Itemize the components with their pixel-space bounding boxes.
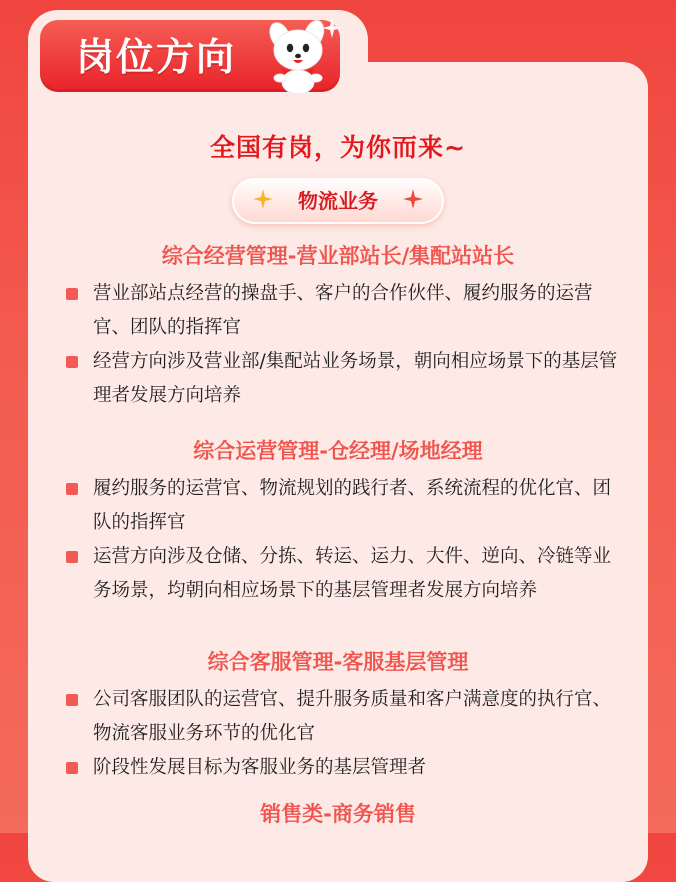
bullet-marker — [66, 694, 78, 706]
page-title: 岗位方向 — [76, 35, 237, 79]
sparkle-icon — [402, 188, 424, 210]
list-item: 阶段性发展目标为客服业务的基层管理者 — [93, 757, 427, 778]
category-pill-label: 物流业务 — [298, 189, 378, 213]
bullet-marker — [66, 483, 78, 495]
bullet-marker — [66, 762, 78, 774]
list-item: 运营方向涉及仓储、分拣、转运、运力、大件、逆向、冷链等业务场景，均朝向相应场景下的基层管理者发展方向培养 — [93, 546, 612, 601]
section-title: 综合经营管理-营业部站长/集配站站长 — [161, 244, 515, 268]
bullet-marker — [66, 288, 78, 300]
category-pill — [232, 178, 444, 224]
tagline: 全国有岗，为你而来~ — [210, 133, 466, 162]
bullet-marker — [66, 551, 78, 563]
section-title: 综合客服管理-客服基层管理 — [207, 650, 469, 674]
bullet-marker — [66, 356, 78, 368]
section-title: 销售类-商务销售 — [260, 802, 416, 826]
list-item: 经营方向涉及营业部/集配站业务场景，朝向相应场景下的基层管理者发展方向培养 — [93, 351, 618, 406]
list-item: 履约服务的运营官、物流规划的践行者、系统流程的优化官、团队的指挥官 — [93, 478, 612, 533]
dog-mascot-icon — [250, 14, 346, 96]
section-title: 综合运营管理-仓经理/场地经理 — [193, 439, 483, 463]
list-item: 公司客服团队的运营官、提升服务质量和客户满意度的执行官、物流客服业务环节的优化官 — [93, 689, 612, 744]
list-item: 营业部站点经营的操盘手、客户的合作伙伴、履约服务的运营官、团队的指挥官 — [93, 283, 593, 338]
